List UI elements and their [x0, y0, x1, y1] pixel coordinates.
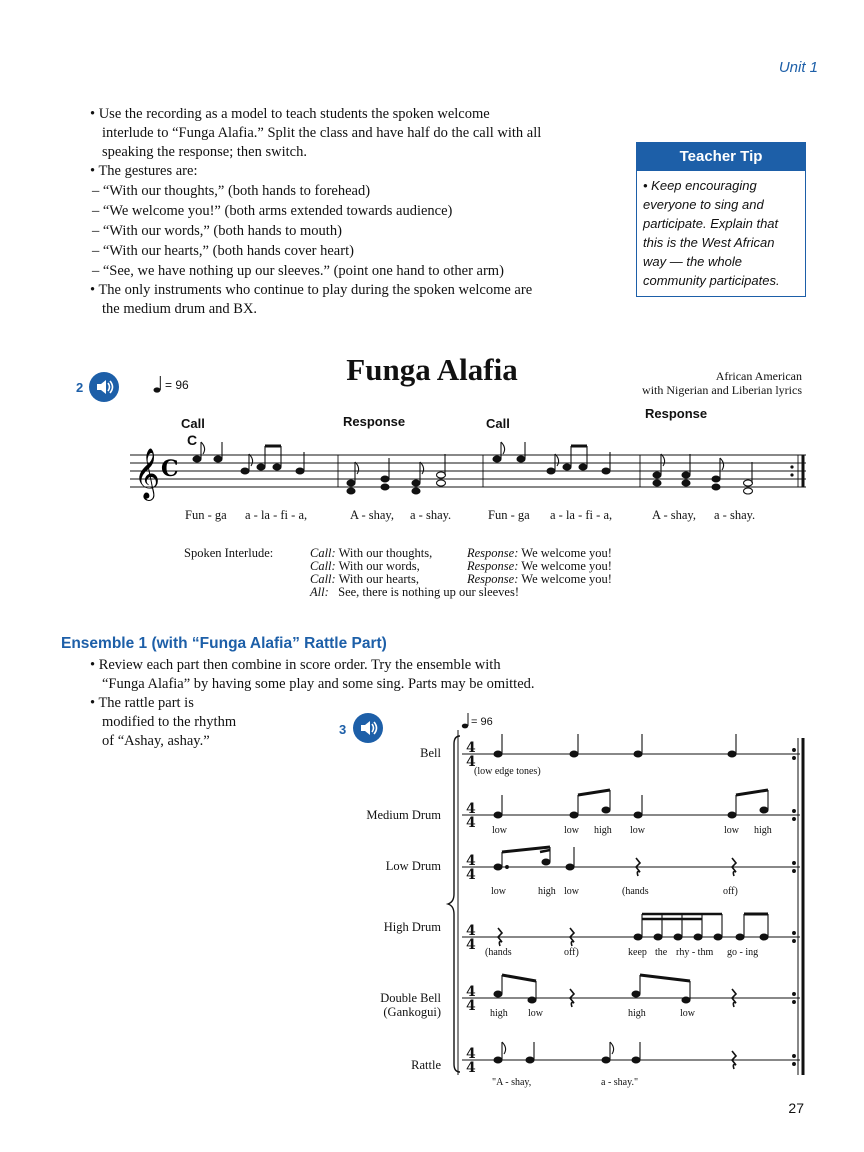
stroke-word: off)	[564, 947, 579, 958]
response-label: Response	[645, 406, 708, 421]
lyric: a - la - fi - a,	[550, 508, 613, 522]
call-label: Call	[486, 416, 510, 431]
time-signature: 4	[466, 740, 476, 756]
track-number: 3	[339, 722, 347, 737]
page-number: 27	[788, 1100, 804, 1116]
lyric: Fun - ga	[185, 508, 227, 522]
teaching-notes	[90, 105, 620, 319]
stroke-word: (hands	[485, 947, 512, 958]
bullet-line: modified to the rhythm	[102, 714, 237, 730]
ensemble-heading: Ensemble 1 (with “Funga Alafia” Rattle Part)	[61, 635, 387, 652]
stroke-word: the	[655, 947, 668, 958]
track-number: 2	[76, 380, 84, 395]
song-title: Funga Alafia	[346, 352, 518, 387]
instrument-name: Low Drum	[385, 859, 441, 873]
speaker-icon[interactable]	[353, 713, 383, 743]
stroke-word: low	[492, 825, 507, 836]
tempo-marking	[153, 374, 189, 394]
gesture-line: – “With our thoughts,” (both hands to forehead)	[92, 183, 371, 199]
stroke-word: high	[628, 1008, 646, 1019]
bullet-line: the medium drum and BX.	[102, 301, 258, 317]
interlude-label: Spoken Interlude:	[184, 546, 274, 560]
tempo-marking	[461, 712, 493, 730]
stroke-word: low	[680, 1008, 695, 1019]
bullet-line: • The gestures are:	[90, 163, 198, 179]
tip-line: everyone to sing and	[643, 197, 764, 212]
time-signature: 4	[466, 867, 476, 883]
spoken-interlude: Call: With our thoughts, Call: With our words, Call: With our hearts, All: See, there is nothing up our sleeves!	[310, 546, 519, 599]
bell-annotation: (low edge tones)	[474, 766, 541, 777]
teacher-tip-box	[636, 142, 806, 297]
time-signature: 4	[466, 984, 476, 1000]
speaker-icon[interactable]	[89, 372, 119, 402]
gesture-line: – “See, we have nothing up our sleeves.” (point one hand to other arm)	[92, 263, 504, 279]
tip-line: community participates.	[643, 273, 780, 288]
bullet-line: • Review each part then combine in score order. Try the ensemble with	[90, 657, 501, 673]
rattle-word: "A - shay,	[492, 1077, 532, 1088]
stroke-word: rhy - thm	[676, 947, 714, 958]
time-signature: 4	[466, 1046, 476, 1062]
stroke-word: low	[564, 886, 579, 897]
bullet-line: interlude to “Funga Alafia.” Split the class and have half do the call with all	[102, 125, 542, 141]
treble-clef: 𝄞	[134, 448, 161, 499]
melody-staff	[0, 440, 864, 510]
stroke-word: low	[724, 825, 739, 836]
stroke-word: low	[528, 1008, 543, 1019]
bullet-line: “Funga Alafia” by having some play and some sing. Parts may be omitted.	[102, 676, 535, 692]
gesture-line: – “We welcome you!” (both arms extended towards audience)	[92, 203, 453, 219]
tempo-value: = 96	[471, 716, 493, 728]
bullet-line: of “Ashay, ashay.”	[102, 733, 210, 749]
instrument-name: Medium Drum	[366, 808, 441, 822]
teacher-tip-body	[637, 171, 805, 296]
tempo-value: = 96	[165, 378, 189, 392]
time-signature: 4	[466, 1060, 476, 1076]
lyric: A - shay,	[350, 508, 394, 522]
stroke-word: go - ing	[727, 947, 759, 958]
lyric: a - la - fi - a,	[245, 508, 308, 522]
instrument-name: Bell	[420, 746, 441, 760]
source-line: African American	[715, 369, 802, 383]
unit-label: Unit 1	[778, 59, 818, 76]
stroke-word: high	[594, 825, 612, 836]
stroke-word: high	[754, 825, 772, 836]
lyric: a - shay.	[410, 508, 452, 522]
lyric: a - shay.	[714, 508, 756, 522]
tip-line: participate. Explain that	[643, 216, 779, 231]
stroke-word: (hands	[622, 886, 649, 897]
common-time: C	[161, 456, 179, 482]
lyric: Fun - ga	[488, 508, 530, 522]
time-signature: 4	[466, 998, 476, 1014]
call-label: Call	[181, 416, 205, 431]
bullet-line: • The only instruments who continue to play during the spoken welcome are	[90, 282, 533, 298]
gesture-line: – “With our words,” (both hands to mouth)	[92, 223, 342, 239]
instrument-name: High Drum	[383, 920, 441, 934]
tip-line: • Keep encouraging	[643, 178, 757, 193]
stroke-word: high	[538, 886, 556, 897]
instrument-name: Double Bell	[380, 991, 441, 1005]
stroke-word: high	[490, 1008, 508, 1019]
time-signature: 4	[466, 937, 476, 953]
rattle-word: a - shay."	[601, 1077, 639, 1088]
time-signature: 4	[466, 815, 476, 831]
gesture-line: – “With our hearts,” (both hands cover heart)	[92, 243, 354, 259]
stroke-word: off)	[723, 886, 738, 897]
tip-line: way — the whole	[643, 254, 742, 269]
instrument-name: Rattle	[411, 1058, 441, 1072]
stroke-word: low	[491, 886, 506, 897]
bullet-line: • Use the recording as a model to teach students the spoken welcome	[90, 106, 490, 122]
time-signature: 4	[466, 923, 476, 939]
time-signature: 4	[466, 853, 476, 869]
bullet-line: speaking the response; then switch.	[102, 144, 307, 160]
teacher-tip-title: Teacher Tip	[637, 143, 805, 171]
lyric: A - shay,	[652, 508, 696, 522]
bullet-line: • The rattle part is	[90, 695, 194, 711]
source-line: with Nigerian and Liberian lyrics	[642, 383, 802, 397]
tip-line: this is the West African	[643, 235, 775, 250]
stroke-word: keep	[628, 947, 647, 958]
response-label: Response	[343, 414, 406, 429]
instrument-name: (Gankogui)	[383, 1005, 441, 1019]
time-signature: 4	[466, 754, 476, 770]
time-signature: 4	[466, 801, 476, 817]
stroke-word: low	[564, 825, 579, 836]
interlude-responses: Response: We welcome you! Response: We welcome you! Response: We welcome you!	[467, 546, 612, 586]
song-source	[642, 369, 802, 397]
stroke-word: low	[630, 825, 645, 836]
chord-symbol: C	[187, 432, 198, 448]
percussion-score	[440, 730, 810, 1080]
